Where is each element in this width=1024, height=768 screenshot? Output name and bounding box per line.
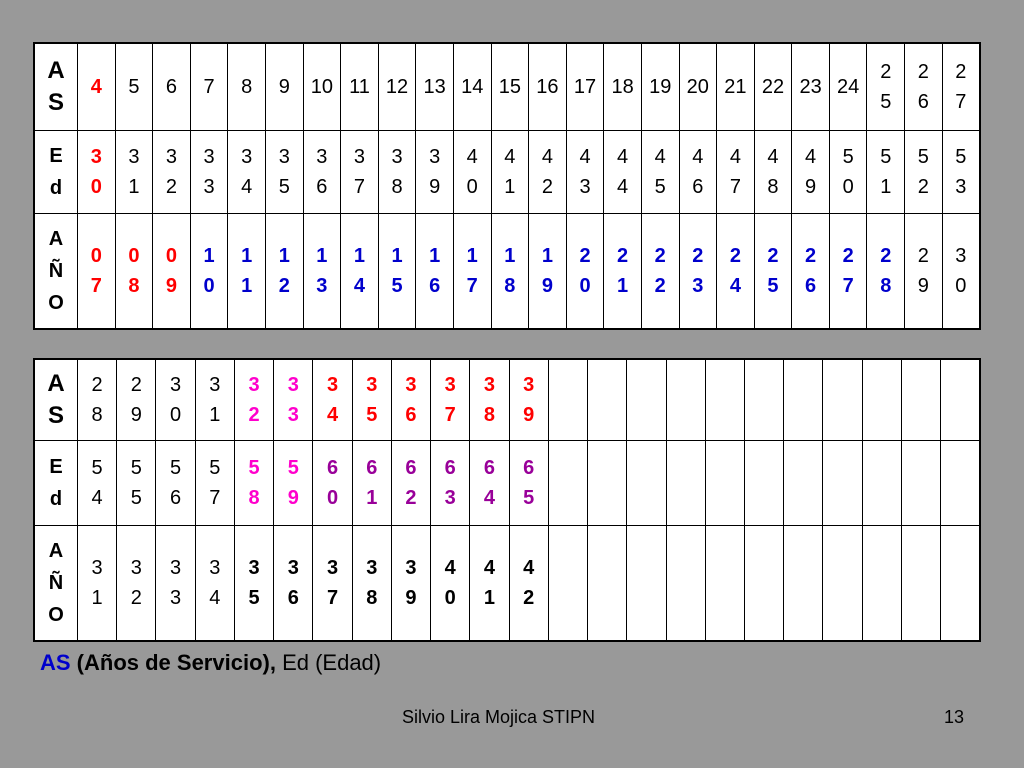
ed-cell: 5 8 (234, 441, 273, 526)
as-cell: 7 (190, 43, 228, 131)
ed-cell: 3 6 (303, 131, 341, 214)
ed-cell: 3 0 (78, 131, 116, 214)
ano-cell (705, 526, 744, 642)
as-row (34, 43, 980, 131)
ano-cell: 0 9 (153, 214, 191, 330)
ano-cell: 1 3 (303, 214, 341, 330)
ed-cell (627, 441, 666, 526)
as-header: A S (34, 359, 78, 441)
as-cell: 9 (265, 43, 303, 131)
as-cell: 3 1 (195, 359, 234, 441)
ed-cell: 4 1 (491, 131, 529, 214)
ano-cell (588, 526, 627, 642)
as-cell (666, 359, 705, 441)
ano-cell: 2 7 (829, 214, 867, 330)
ed-row (34, 131, 980, 214)
ano-cell: 2 2 (641, 214, 679, 330)
page-number: 13 (944, 707, 965, 727)
as-cell: 17 (566, 43, 604, 131)
as-cell: 3 9 (509, 359, 548, 441)
ano-cell: 1 2 (265, 214, 303, 330)
ano-cell: 4 1 (470, 526, 509, 642)
as-cell: 14 (453, 43, 491, 131)
as-cell (548, 359, 587, 441)
as-cell (705, 359, 744, 441)
ed-cell: 3 4 (228, 131, 266, 214)
ed-cell: 5 1 (867, 131, 905, 214)
ed-cell: 6 3 (431, 441, 470, 526)
as-cell: 3 6 (391, 359, 430, 441)
legend (40, 650, 381, 676)
as-cell (744, 359, 783, 441)
ed-cell: 3 8 (378, 131, 416, 214)
as-cell (627, 359, 666, 441)
ano-cell: 3 5 (234, 526, 273, 642)
service-age-table-2 (33, 358, 981, 642)
ed-cell: 3 2 (153, 131, 191, 214)
ed-cell: 5 4 (78, 441, 117, 526)
ed-cell: 6 5 (509, 441, 548, 526)
ed-cell: 3 5 (265, 131, 303, 214)
as-cell: 3 5 (352, 359, 391, 441)
ano-cell: 3 8 (352, 526, 391, 642)
ano-cell: 3 9 (391, 526, 430, 642)
service-age-table-1 (33, 42, 981, 330)
ed-cell: 3 3 (190, 131, 228, 214)
ed-cell (666, 441, 705, 526)
ano-cell: 2 1 (604, 214, 642, 330)
as-cell: 24 (829, 43, 867, 131)
ed-cell: 4 8 (754, 131, 792, 214)
ano-cell: 2 3 (679, 214, 717, 330)
ed-cell: 6 1 (352, 441, 391, 526)
ed-cell: 3 9 (416, 131, 454, 214)
ano-cell: 1 0 (190, 214, 228, 330)
ed-cell: 4 2 (529, 131, 567, 214)
ed-cell (862, 441, 901, 526)
as-cell: 3 3 (274, 359, 313, 441)
ano-cell: 0 8 (115, 214, 153, 330)
as-cell (784, 359, 823, 441)
ano-cell: 3 6 (274, 526, 313, 642)
ano-cell (627, 526, 666, 642)
ano-cell: 3 4 (195, 526, 234, 642)
ano-cell (744, 526, 783, 642)
ano-cell: 3 3 (156, 526, 195, 642)
as-cell: 8 (228, 43, 266, 131)
ano-cell: 1 6 (416, 214, 454, 330)
ed-cell: 5 9 (274, 441, 313, 526)
ed-cell (901, 441, 940, 526)
ed-cell (588, 441, 627, 526)
as-cell: 16 (529, 43, 567, 131)
ed-cell: 4 4 (604, 131, 642, 214)
as-cell: 21 (717, 43, 755, 131)
ano-cell: 2 6 (792, 214, 830, 330)
ed-cell (705, 441, 744, 526)
ano-cell: 2 5 (754, 214, 792, 330)
ed-cell: 5 5 (117, 441, 156, 526)
ano-row (34, 526, 980, 642)
as-cell: 20 (679, 43, 717, 131)
ano-cell: 2 0 (566, 214, 604, 330)
ano-cell (666, 526, 705, 642)
ed-cell: 4 5 (641, 131, 679, 214)
as-cell: 3 7 (431, 359, 470, 441)
ano-cell: 1 1 (228, 214, 266, 330)
ed-cell (823, 441, 862, 526)
as-cell: 18 (604, 43, 642, 131)
ano-header: A Ñ O (34, 214, 78, 330)
as-cell: 23 (792, 43, 830, 131)
ano-cell: 3 1 (78, 526, 117, 642)
ed-row (34, 441, 980, 526)
as-cell (901, 359, 940, 441)
ed-cell (548, 441, 587, 526)
ano-header: A Ñ O (34, 526, 78, 642)
legend-as: AS (40, 650, 71, 675)
as-cell: 10 (303, 43, 341, 131)
as-cell: 2 5 (867, 43, 905, 131)
ano-cell (901, 526, 940, 642)
as-cell (823, 359, 862, 441)
ano-cell: 3 2 (117, 526, 156, 642)
ano-cell (941, 526, 980, 642)
as-cell: 12 (378, 43, 416, 131)
ano-cell: 3 0 (942, 214, 980, 330)
ed-cell: 5 0 (829, 131, 867, 214)
as-cell (862, 359, 901, 441)
ano-cell: 1 7 (453, 214, 491, 330)
as-cell: 3 2 (234, 359, 273, 441)
as-cell: 5 (115, 43, 153, 131)
ano-cell: 4 0 (431, 526, 470, 642)
ed-cell (784, 441, 823, 526)
as-cell: 3 8 (470, 359, 509, 441)
ed-header: E d (34, 441, 78, 526)
as-cell (941, 359, 980, 441)
as-cell (588, 359, 627, 441)
ano-cell: 0 7 (78, 214, 116, 330)
ed-cell (744, 441, 783, 526)
ed-cell: 4 9 (792, 131, 830, 214)
as-cell: 2 9 (117, 359, 156, 441)
ed-cell: 5 6 (156, 441, 195, 526)
ano-cell: 2 8 (867, 214, 905, 330)
as-cell: 15 (491, 43, 529, 131)
ed-cell (941, 441, 980, 526)
ed-header: E d (34, 131, 78, 214)
as-cell: 2 8 (78, 359, 117, 441)
footer-author: Silvio Lira Mojica STIPN (402, 707, 596, 727)
ano-cell: 1 4 (341, 214, 379, 330)
ed-cell: 5 7 (195, 441, 234, 526)
ano-cell: 1 9 (529, 214, 567, 330)
ed-cell: 5 3 (942, 131, 980, 214)
as-cell: 19 (641, 43, 679, 131)
ed-cell: 4 0 (453, 131, 491, 214)
as-cell: 22 (754, 43, 792, 131)
as-cell: 3 4 (313, 359, 352, 441)
as-cell: 11 (341, 43, 379, 131)
ed-cell: 3 1 (115, 131, 153, 214)
as-cell: 2 7 (942, 43, 980, 131)
ano-cell: 2 4 (717, 214, 755, 330)
as-cell: 2 6 (905, 43, 943, 131)
as-cell: 6 (153, 43, 191, 131)
ano-row (34, 214, 980, 330)
legend-age: Ed (Edad) (275, 650, 382, 675)
as-row (34, 359, 980, 441)
as-cell: 4 (78, 43, 116, 131)
ano-cell: 1 5 (378, 214, 416, 330)
ano-cell (862, 526, 901, 642)
legend-service: (Años de Servicio), (70, 650, 276, 675)
ed-cell: 3 7 (341, 131, 379, 214)
as-header: A S (34, 43, 78, 131)
as-cell: 3 0 (156, 359, 195, 441)
ano-cell (823, 526, 862, 642)
as-cell: 13 (416, 43, 454, 131)
ano-cell (784, 526, 823, 642)
ano-cell: 3 7 (313, 526, 352, 642)
ano-cell: 2 9 (905, 214, 943, 330)
ano-cell: 1 8 (491, 214, 529, 330)
ano-cell: 4 2 (509, 526, 548, 642)
ed-cell: 6 0 (313, 441, 352, 526)
ed-cell: 4 3 (566, 131, 604, 214)
ed-cell: 6 2 (391, 441, 430, 526)
ed-cell: 6 4 (470, 441, 509, 526)
ed-cell: 5 2 (905, 131, 943, 214)
ed-cell: 4 7 (717, 131, 755, 214)
ed-cell: 4 6 (679, 131, 717, 214)
ano-cell (548, 526, 587, 642)
